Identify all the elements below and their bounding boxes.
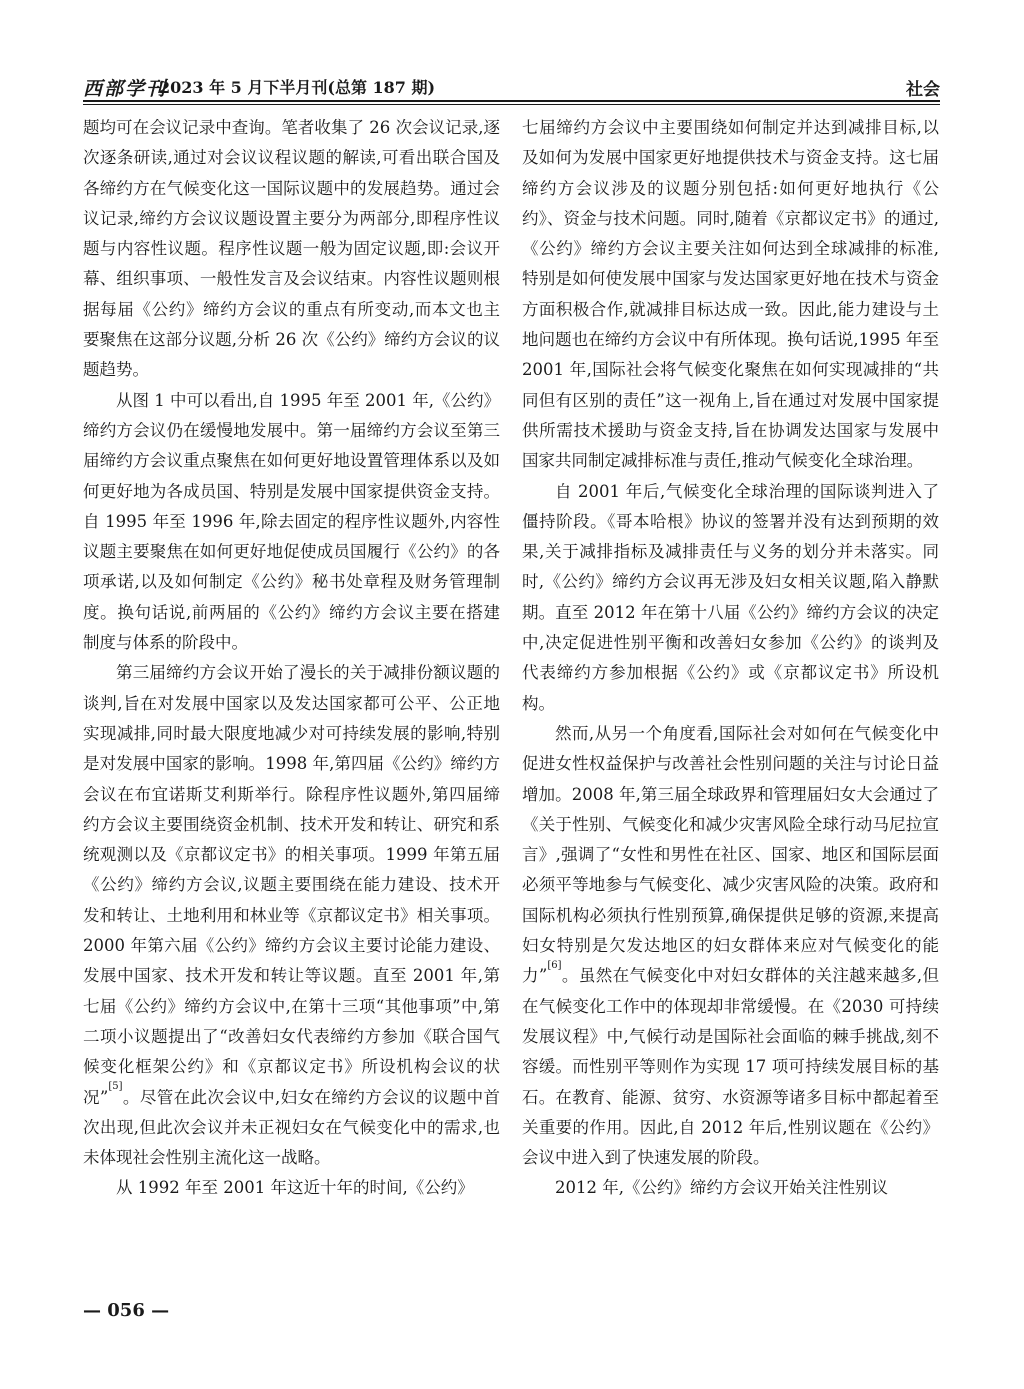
section-name: 社会 — [906, 80, 940, 100]
paragraph-text: 。尽管在此次会议中,妇女在缔约方会议的议题中首次出现,但此次会议并未正视妇女在气候变化中的需求,也未体现社会性别主流化这一战略。 — [83, 1087, 500, 1168]
page-number: — 056 — — [83, 1300, 170, 1321]
paragraph-text: 然而,从另一个角度看,国际社会对如何在气候变化中促进女性权益保护与改善社会性别问题的关注与讨论日益增加。2008 年,第三届全球政界和管理届妇女大会通过了《关于性别、气候变化和减少灾害风险全球行动马尼拉宣言》,强调了“女性和男性在社区、国家、地区和国际层面必须平等地参与气候变化、减少灾害风险的决策。政府和国际机构必须执行性别预算,确保提供足够的资源,来提高妇女特别是欠发达地区的妇女群体来应对气候变化的能力” — [522, 723, 939, 986]
paragraph: 题均可在会议记录中查询。笔者收集了 26 次会议记录,逐次逐条研读,通过对会议议程议题的解读,可看出联合国及各缔约方在气候变化这一国际议题中的发展趋势。通过会议记录,缔约方会议议题设置主要分为两部分,即程序性议题与内容性议题。程序性议题一般为固定议题,即:会议开幕、组织事项、一般性发言及会议结束。内容性议题则根据每届《公约》缔约方会议的重点有所变动,而本文也主要聚焦在这部分议题,分析 26 次《公约》缔约方会议的议题趋势。 — [83, 118, 500, 380]
citation-ref: [5] — [108, 1081, 123, 1092]
citation-ref: [6] — [547, 959, 562, 971]
paragraph: 2012 年,《公约》缔约方会议开始关注性别议 — [555, 1178, 888, 1198]
issue-info: 2023 年 5 月下半月刊(总第 187 期) — [159, 78, 436, 97]
paragraph-text: 第三届缔约方会议开始了漫长的关于减排份额议题的谈判,旨在对发展中国家以及发达国家都可公平、公正地实现减排,同时最大限度地减少对可持续发展的影响,特别是对发展中国家的影响。1998 年,第四届《公约》缔约方会议在布宜诺斯艾利斯举行。除程序性议题外,第四届缔约方会议主要围绕资金机制、技术开发和转让、研究和系统观测以及《京都议定书》的相关事项。1999 年第五届《公约》缔约方会议,议题主要围绕在能力建设、技术开发和转让、土地利用和林业等《京都议定书》相关事项。2000 年第六届《公约》缔约方会议主要讨论能力建设、发展中国家、技术开发和转让等议题。直至 2001 年,第七届《公约》缔约方会议中,在第十三项“其他事项”中,第二项小议题提出了“改善妇女代表缔约方参加《联合国气候变化框架公约》和《京都议定书》所设机构会议的状况” — [83, 663, 500, 1107]
paragraph-text: 。虽然在气候变化中对妇女群体的关注越来越多,但在气候变化工作中的体现却非常缓慢。在《2030 可持续发展议程》中,气候行动是国际社会面临的棘手挑战,刻不容缓。而性别平等则作为实现 17 项可持续发展目标的基石。在教育、能源、贫穷、水资源等诸多目标中都起着至关重要的作用。因此,自 2012 年后,性别议题在《公约》会议中进入到了快速发展的阶段。 — [522, 966, 939, 1168]
paragraph: 七届缔约方会议中主要围绕如何制定并达到减排目标,以及如何为发展中国家更好地提供技术与资金支持。这七届缔约方会议涉及的议题分别包括:如何更好地执行《公约》、资金与技术问题。同时,随着《京都议定书》的通过,《公约》缔约方会议主要关注如何达到全球减排的标准,特别是如何使发展中国家与发达国家更好地在技术与资金方面积极合作,就减排目标达成一致。因此,能力建设与土地问题也在缔约方会议中有所体现。换句话说,1995 年至 2001 年,国际社会将气候变化聚焦在如何实现减排的“共同但有区别的责任”这一视角上,旨在通过对发展中国家提供所需技术援助与资金支持,旨在协调发达国家与发展中国家共同制定减排标准与责任,推动气候变化全球治理。 — [522, 118, 939, 471]
paragraph: 从 1992 年至 2001 年这近十年的时间,《公约》 — [116, 1178, 474, 1198]
paragraph — [83, 658, 500, 1173]
left-column — [83, 113, 500, 1303]
running-header — [83, 70, 940, 100]
journal-name: 西部学刊 — [83, 78, 168, 100]
paragraph: 从图 1 中可以看出,自 1995 年至 2001 年,《公约》缔约方会议仍在缓慢地发展中。第一届缔约方会议至第三届缔约方会议重点聚焦在如何更好地设置管理体系以及如何更好地为各成员国、特别是发展中国家提供资金支持。自 1995 年至 1996 年,除去固定的程序性议题外,内容性议题主要聚焦在如何更好地促使成员国履行《公约》的各项承诺,以及如何制定《公约》秘书处章程及财务管理制度。换句话说,前两届的《公约》缔约方会议主要在搭建制度与体系的阶段中。 — [83, 390, 500, 653]
right-column — [522, 113, 939, 1303]
paragraph: 自 2001 年后,气候变化全球治理的国际谈判进入了僵持阶段。《哥本哈根》协议的签署并没有达到预期的效果,关于减排指标及减排责任与义务的划分并未落实。同时,《公约》缔约方会议再无涉及妇女相关议题,陷入静默期。直至 2012 年在第十八届《公约》缔约方会议的决定中,决定促进性别平衡和改善妇女参加《公约》的谈判及代表缔约方参加根据《公约》或《京都议定书》所设机构。 — [522, 481, 939, 713]
header-rule-thin — [83, 104, 940, 105]
header-rule-thick — [83, 100, 940, 102]
paragraph — [522, 719, 939, 1173]
